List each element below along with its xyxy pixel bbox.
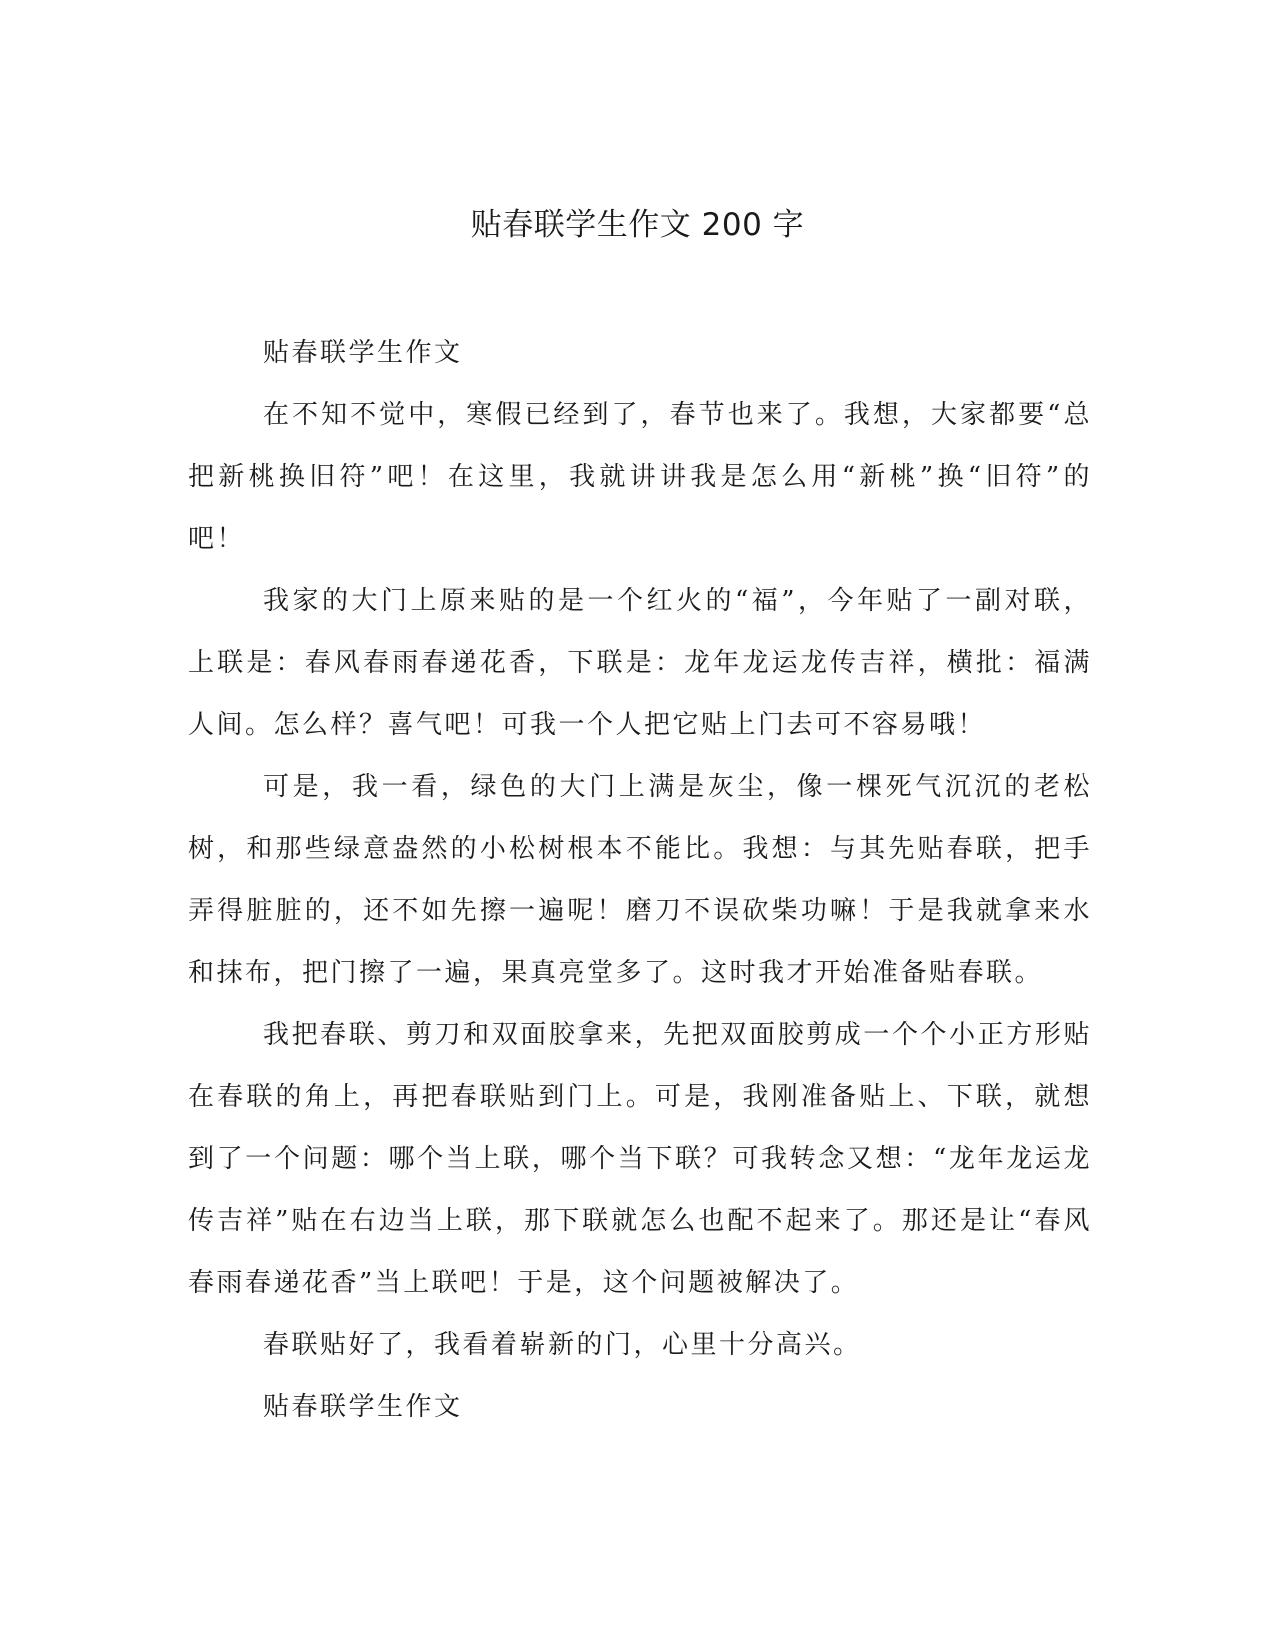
document-title: 贴春联学生作文 200 字 <box>470 207 805 243</box>
document-body <box>188 322 1092 1438</box>
body-paragraph: 春联贴好了，我看着崭新的门，心里十分高兴。 <box>263 1330 862 1360</box>
subheading-paragraph: 贴春联学生作文 <box>263 338 463 368</box>
body-paragraph: 在不知不觉中，寒假已经到了，春节也来了。我想，大家都要“总把新桃换旧符”吧！在这里，我就讲讲我是怎么用“新桃”换“旧符”的吧！ <box>188 400 1092 554</box>
body-paragraph: 我把春联、剪刀和双面胶拿来，先把双面胶剪成一个个小正方形贴在春联的角上，再把春联贴到门上。可是，我刚准备贴上、下联，就想到了一个问题：哪个当上联，哪个当下联？可我转念又想：“龙年龙运龙传吉祥”贴在右边当上联，那下联就怎么也配不起来了。那还是让“春风春雨春递花香”当上联吧！于是，这个问题被解决了。 <box>188 1020 1092 1298</box>
body-paragraph: 我家的大门上原来贴的是一个红火的“福”，今年贴了一副对联，上联是：春风春雨春递花香，下联是：龙年龙运龙传吉祥，横批：福满人间。怎么样？喜气吧！可我一个人把它贴上门去可不容易哦！ <box>188 586 1092 740</box>
body-paragraph: 可是，我一看，绿色的大门上满是灰尘，像一棵死气沉沉的老松树，和那些绿意盎然的小松树根本不能比。我想：与其先贴春联，把手弄得脏脏的，还不如先擦一遍呢！磨刀不误砍柴功嘛！于是我就拿来水和抹布，把门擦了一遍，果真亮堂多了。这时我才开始准备贴春联。 <box>188 772 1092 988</box>
subheading-paragraph: 贴春联学生作文 <box>263 1392 463 1422</box>
